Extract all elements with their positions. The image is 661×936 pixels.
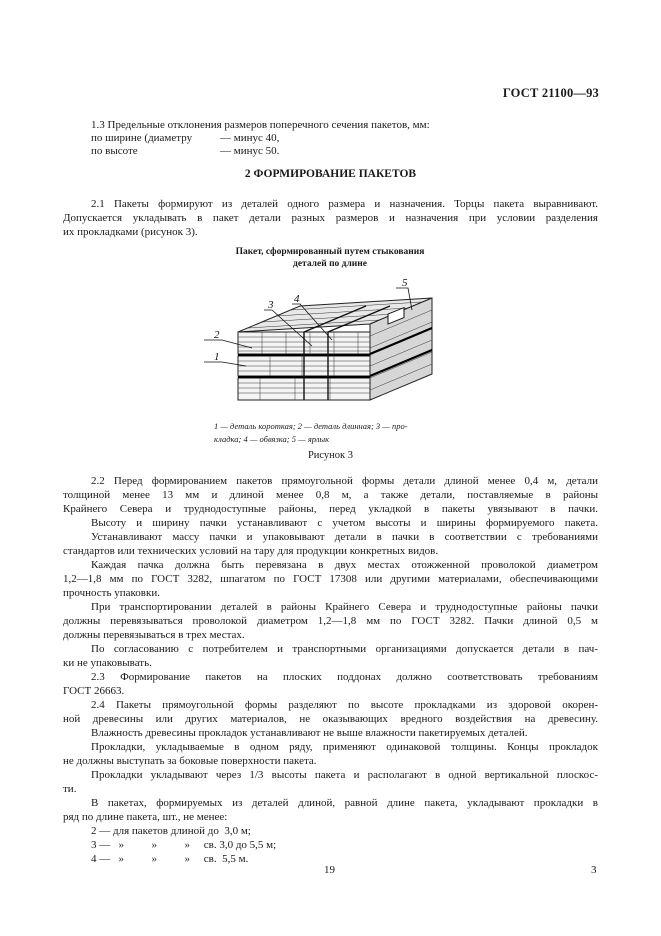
body-line: ти. <box>63 783 77 795</box>
section-title: 2 ФОРМИРОВАНИЕ ПАКЕТОВ <box>244 168 417 180</box>
figure-caption <box>210 246 450 270</box>
list-item: 4 — » » » св. 5,5 м. <box>91 853 249 865</box>
figure-caption-line2: деталей по длине <box>293 259 367 269</box>
height-value: — минус 50. <box>220 145 280 157</box>
body-line: не должны выступать за боковые поверхности пакета. <box>63 755 317 767</box>
clause-2-1-line1: 2.1 Пакеты формируют из деталей одного размера и назначения. Торцы пакета выравнивают. <box>91 198 598 210</box>
body-line: Устанавливают массу пачки и упаковывают детали в пачки в соответствии с требованиями <box>91 531 598 543</box>
width-value: — минус 40, <box>220 132 280 144</box>
body-line: ной древесины или других материалов, не оказывающих вредного воздействия на древесину. <box>63 713 598 725</box>
body-line: Влажность древесины прокладок устанавливают не выше влажности пакетируемых деталей. <box>91 727 528 739</box>
label-3: 3 <box>268 299 274 311</box>
width-label: по ширине (диаметру <box>91 132 193 144</box>
clause-2-1-line3: их прокладками (рисунок 3). <box>63 226 198 238</box>
figure-caption-line1: Пакет, сформированный путем стыкования <box>235 247 425 257</box>
label-5: 5 <box>402 277 408 289</box>
body-line: должны перевязываться в трех местах. <box>63 629 245 641</box>
figure-title: Рисунок 3 <box>307 450 354 461</box>
body-line: ГОСТ 26663. <box>63 685 125 697</box>
label-4: 4 <box>294 293 300 305</box>
body-line: должны перевязываться проволокой диаметром 1,2—1,8 мм по ГОСТ 3282. Пачки длиной 0,5 м <box>63 615 598 627</box>
body-line: Крайнего Севера и труднодоступные районы, перед укладкой в пакеты увязывают в пачки. <box>63 503 598 515</box>
body-line: Прокладки укладывают через 1/3 высоты пакета и располагают в одной вертикальной плоскос- <box>91 769 598 781</box>
clause-1-3: 1.3 Предельные отклонения размеров поперечного сечения пакетов, мм: <box>91 119 430 131</box>
body-line: В пакетах, формируемых из деталей длиной, равной длине пакета, укладывают прокладки в <box>91 797 598 809</box>
body-line: толщиной менее 13 мм и длиной менее 0,8 м, а также детали, поставляемые в районы <box>63 489 598 501</box>
body-line: 1,2—1,8 мм по ГОСТ 3282, шпагатом по ГОСТ 17308 или другими материалами, обеспечивающими <box>63 573 598 585</box>
body-line: Каждая пачка должна быть перевязана в двух местах отожженной проволокой диаметром <box>91 559 598 571</box>
list-item: 3 — » » » св. 3,0 до 5,5 м; <box>91 839 277 851</box>
body-line: ряд по длине пакета, шт., не менее: <box>63 811 228 823</box>
body-line: При транспортировании деталей в районы Крайнего Севера и труднодоступные районы пачки <box>91 601 598 613</box>
body-line: Прокладки, укладываемые в одном ряду, применяют одинаковой толщины. Концы прокладок <box>91 741 598 753</box>
clause-2-1-line2: Допускается укладывать в пакет детали разных размеров и назначения при условии разделения <box>63 212 598 224</box>
body-line: 2.3 Формирование пакетов на плоских поддонах должно соответствовать требованиям <box>91 671 598 683</box>
label-1: 1 <box>214 351 220 363</box>
document-header: ГОСТ 21100—93 <box>502 86 599 100</box>
figure-legend <box>214 420 450 446</box>
package-figure <box>200 270 450 410</box>
label-2: 2 <box>214 329 220 341</box>
body-line: прочность упаковки. <box>63 587 160 599</box>
legend-line2: кладка; 4 — обвязка; 5 — ярлык <box>214 434 330 444</box>
body-line: 2.2 Перед формированием пакетов прямоугольной формы детали длиной менее 0,4 м, детали <box>91 475 598 487</box>
list-item: 2 — для пакетов длиной до 3,0 м; <box>91 825 251 837</box>
page-number-right: 3 <box>591 864 597 876</box>
body-line: 2.4 Пакеты прямоугольной формы разделяют по высоте прокладками из здоровой окорен- <box>91 699 598 711</box>
legend-line1: 1 — деталь короткая; 2 — деталь длинная; 3 — про- <box>214 421 408 431</box>
page-number-center: 19 <box>324 864 335 876</box>
height-label: по высоте <box>91 145 138 157</box>
body-line: ки не упаковывать. <box>63 657 152 669</box>
body-line: стандартов или технических условий на тару для продукции конкретных видов. <box>63 545 439 557</box>
body-line: Высоту и ширину пачки устанавливают с учетом высоты и ширины формируемого пакета. <box>91 517 598 529</box>
body-line: По согласованию с потребителем и транспортными организациями допускается детали в пач- <box>91 643 598 655</box>
